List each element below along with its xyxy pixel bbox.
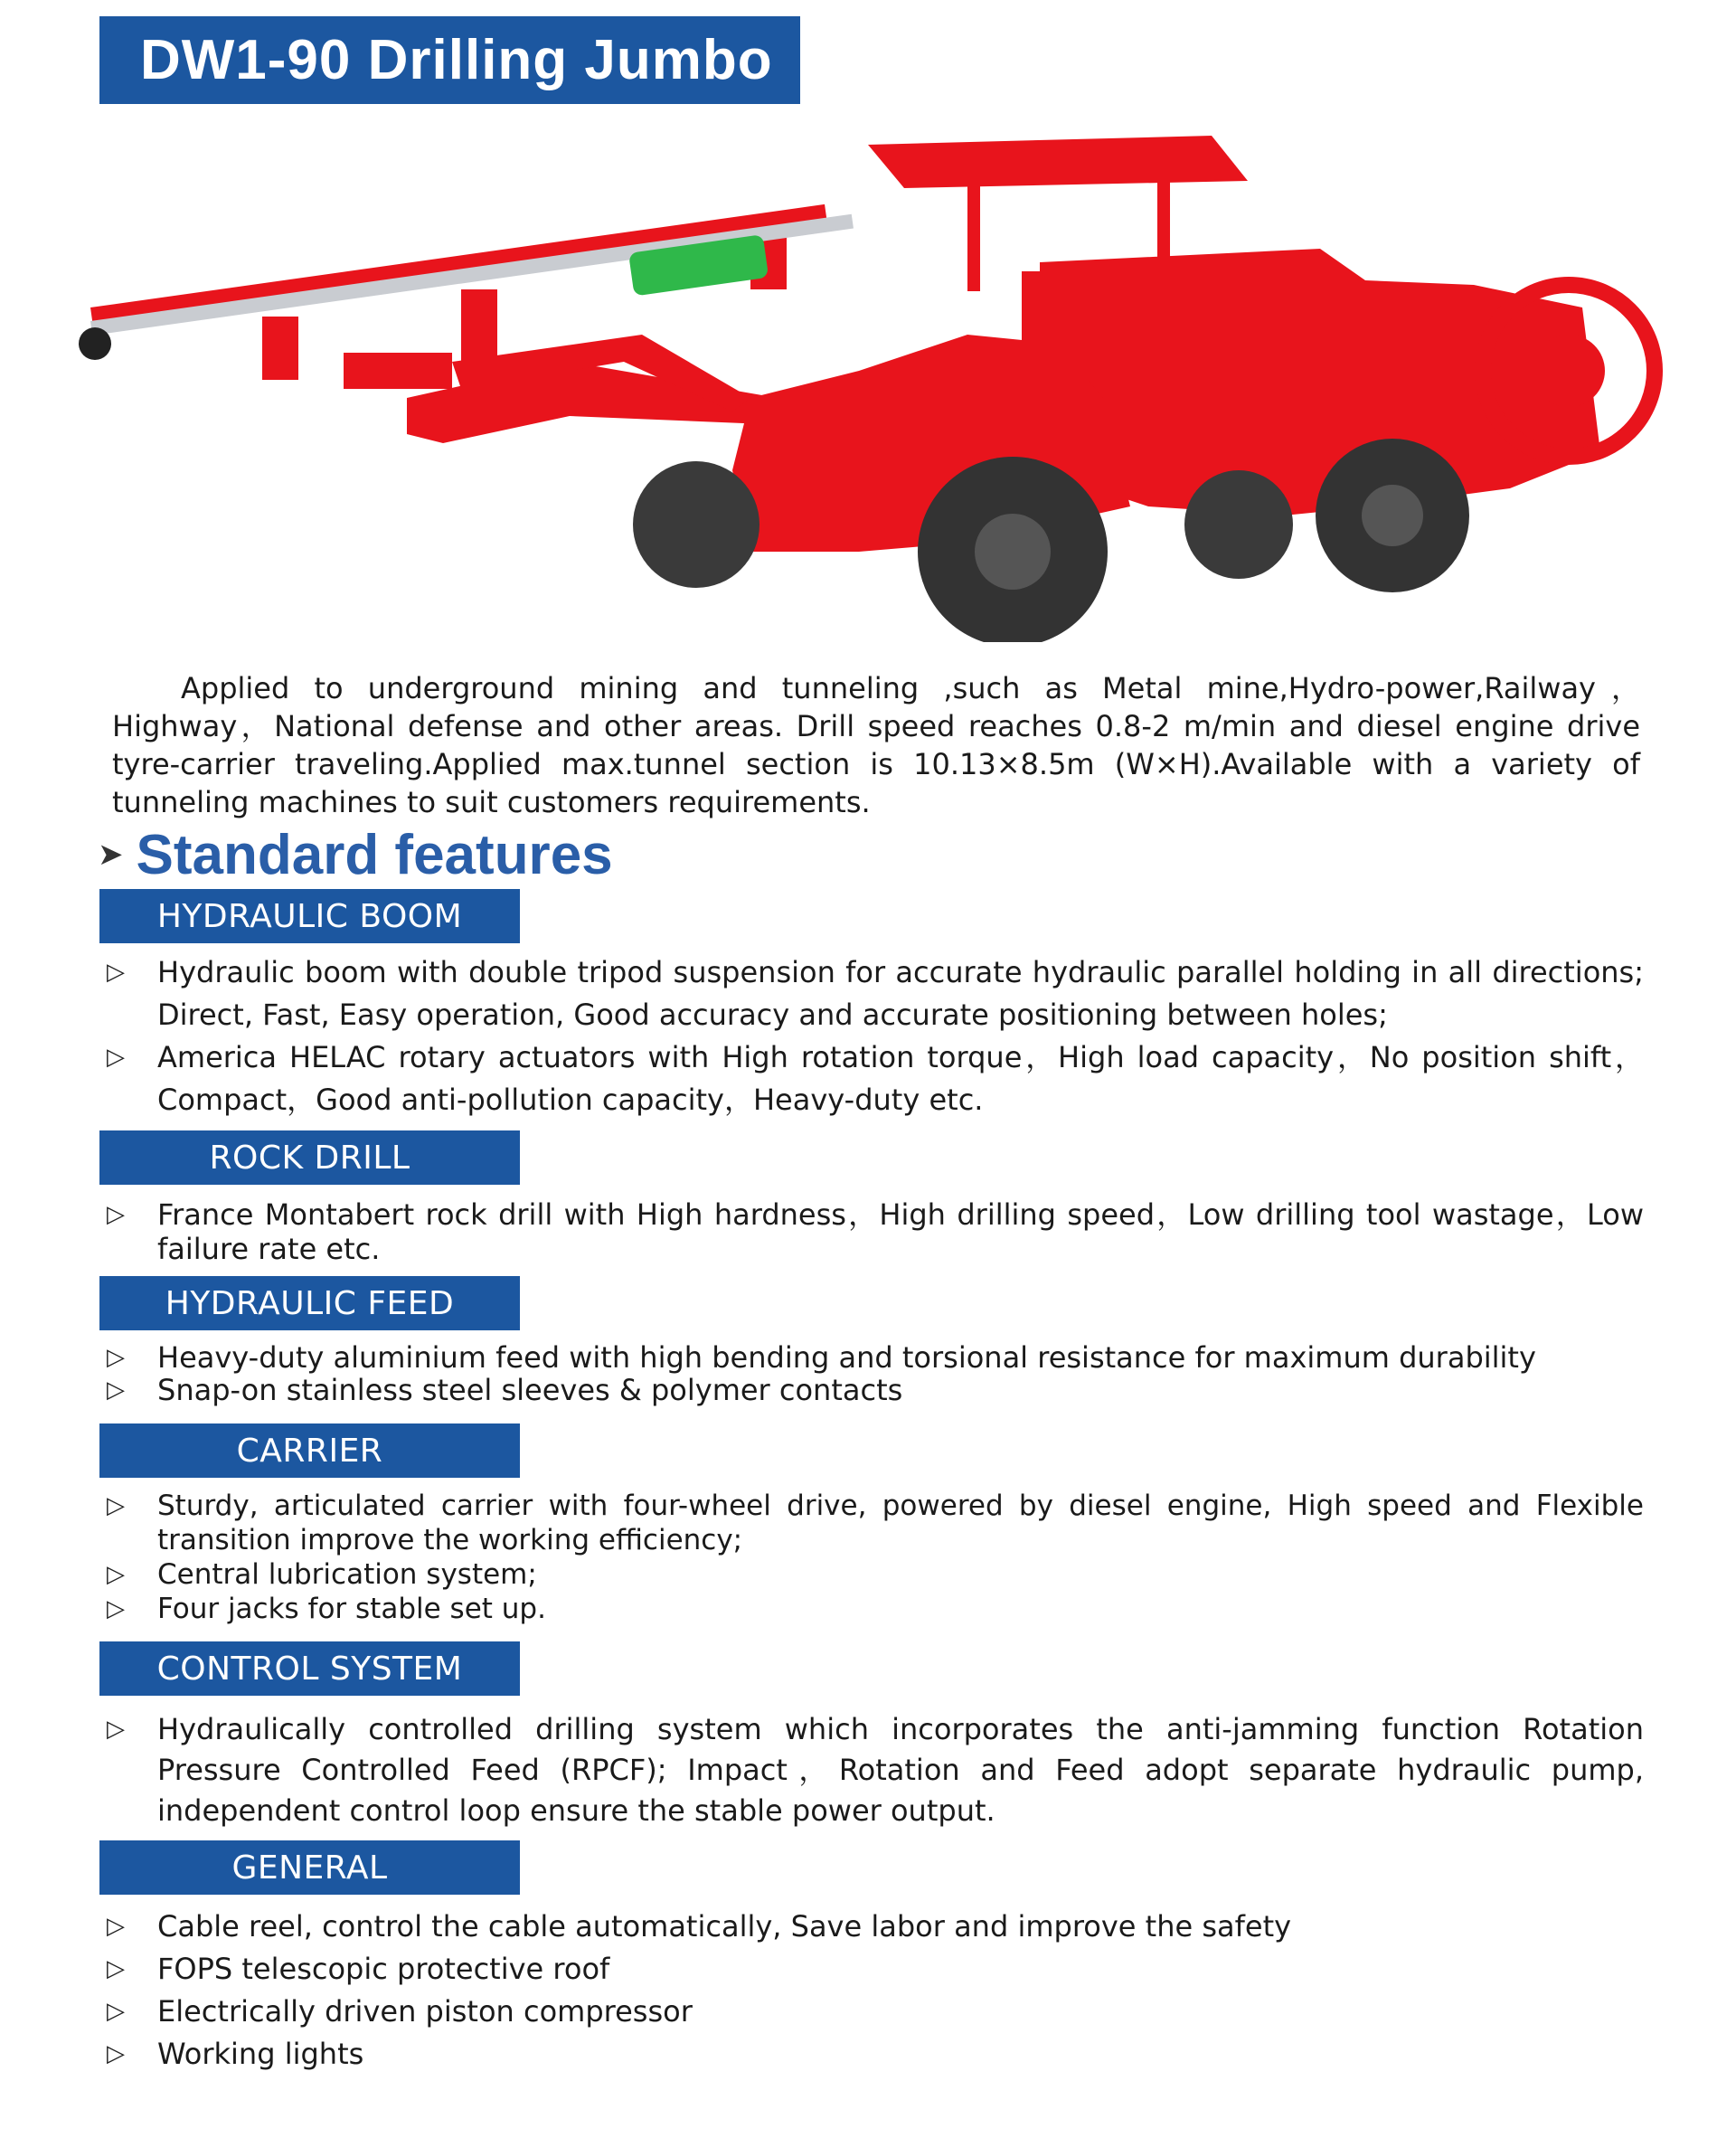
triangle-bullet-icon: ▷ <box>107 1044 125 1071</box>
triangle-bullet-icon: ▷ <box>107 1376 125 1404</box>
section-label-carrier: CARRIER <box>99 1423 520 1478</box>
triangle-bullet-icon: ▷ <box>107 1998 125 2025</box>
section-list-carrier <box>107 1489 1644 1626</box>
section-list-hydraulic-boom <box>107 951 1644 1121</box>
triangle-bullet-icon: ▷ <box>107 1492 125 1519</box>
list-item: ▷ Snap-on stainless steel sleeves & polymer contacts <box>107 1373 903 1407</box>
list-item: ▷ Heavy-duty aluminium feed with high bending and torsional resistance for maximum durability <box>107 1340 1536 1375</box>
list-item: ▷ Sturdy, articulated carrier with four-wheel drive, powered by diesel engine, High speed and Flexible transition improve the working efficiency; <box>107 1490 1644 1556</box>
intro-text: Applied to underground mining and tunneling ,such as Metal mine,Hydro-power,Railway，Highway，National defense and other areas. Drill speed reaches 0.8-2 m/min and diesel engine drive tyre-carrier traveling.Applied max.tunnel section is 10.13×8.5m (W×H).Available with a variety of tunneling machines to suit customers requirements. <box>112 671 1641 819</box>
list-item: ▷ Central lubrication system; <box>107 1558 537 1591</box>
section-list-hydraulic-feed <box>107 1341 1644 1406</box>
list-item: ▷ Cable reel, control the cable automatically, Save labor and improve the safety <box>107 1906 1644 1948</box>
list-item: ▷ France Montabert rock drill with High hardness，High drilling speed，Low drilling tool wastage，Low failure rate etc. <box>107 1197 1645 1266</box>
list-item: ▷ Hydraulic boom with double tripod suspension for accurate hydraulic parallel holding in all directions; Direct, Fast, Easy operation, Good accuracy and accurate positioning between holes; <box>107 951 1644 1036</box>
section-list-control-system <box>107 1709 1644 1831</box>
page-title: DW1-90 Drilling Jumbo <box>99 16 800 104</box>
triangle-bullet-icon: ▷ <box>107 2040 125 2067</box>
list-item: ▷ FOPS telescopic protective roof <box>107 1948 1644 1991</box>
list-item: ▷ America HELAC rotary actuators with High rotation torque，High load capacity，No position shift，Compact，Good anti-pollution capacity，Heavy-duty etc. <box>107 1036 1644 1121</box>
triangle-bullet-icon: ▷ <box>107 1561 125 1588</box>
section-list-rock-drill <box>107 1197 1644 1266</box>
section-label-hydraulic-boom: HYDRAULIC BOOM <box>99 889 520 943</box>
triangle-bullet-icon: ▷ <box>107 1716 125 1743</box>
list-item: ▷ Hydraulically controlled drilling system which incorporates the anti-jamming function Rotation Pressure Controlled Feed (RPCF); Impact，Rotation and Feed adopt separate hydraulic pump, independent control loop ensure the stable power output. <box>107 1709 1644 1831</box>
triangle-bullet-icon: ▷ <box>107 1595 125 1622</box>
section-list-general <box>107 1906 1644 2076</box>
arrow-icon: ➤ <box>98 837 124 873</box>
triangle-bullet-icon: ▷ <box>107 959 125 986</box>
section-label-rock-drill: ROCK DRILL <box>99 1130 520 1185</box>
triangle-bullet-icon: ▷ <box>107 1201 125 1228</box>
triangle-bullet-icon: ▷ <box>107 1955 125 1982</box>
section-label-control-system: CONTROL SYSTEM <box>99 1641 520 1696</box>
intro-paragraph <box>112 669 1640 821</box>
triangle-bullet-icon: ▷ <box>107 1913 125 1940</box>
list-item: ▷ Four jacks for stable set up. <box>107 1593 546 1625</box>
list-item: ▷ Electrically driven piston compressor <box>107 1991 1644 2033</box>
section-label-hydraulic-feed: HYDRAULIC FEED <box>99 1276 520 1330</box>
standard-features-title: Standard features <box>136 823 613 886</box>
triangle-bullet-icon: ▷ <box>107 1344 125 1371</box>
section-label-general: GENERAL <box>99 1840 520 1895</box>
list-item: ▷ Working lights <box>107 2033 1644 2076</box>
standard-features-heading <box>98 818 613 891</box>
drilling-jumbo-illustration <box>63 127 1682 642</box>
